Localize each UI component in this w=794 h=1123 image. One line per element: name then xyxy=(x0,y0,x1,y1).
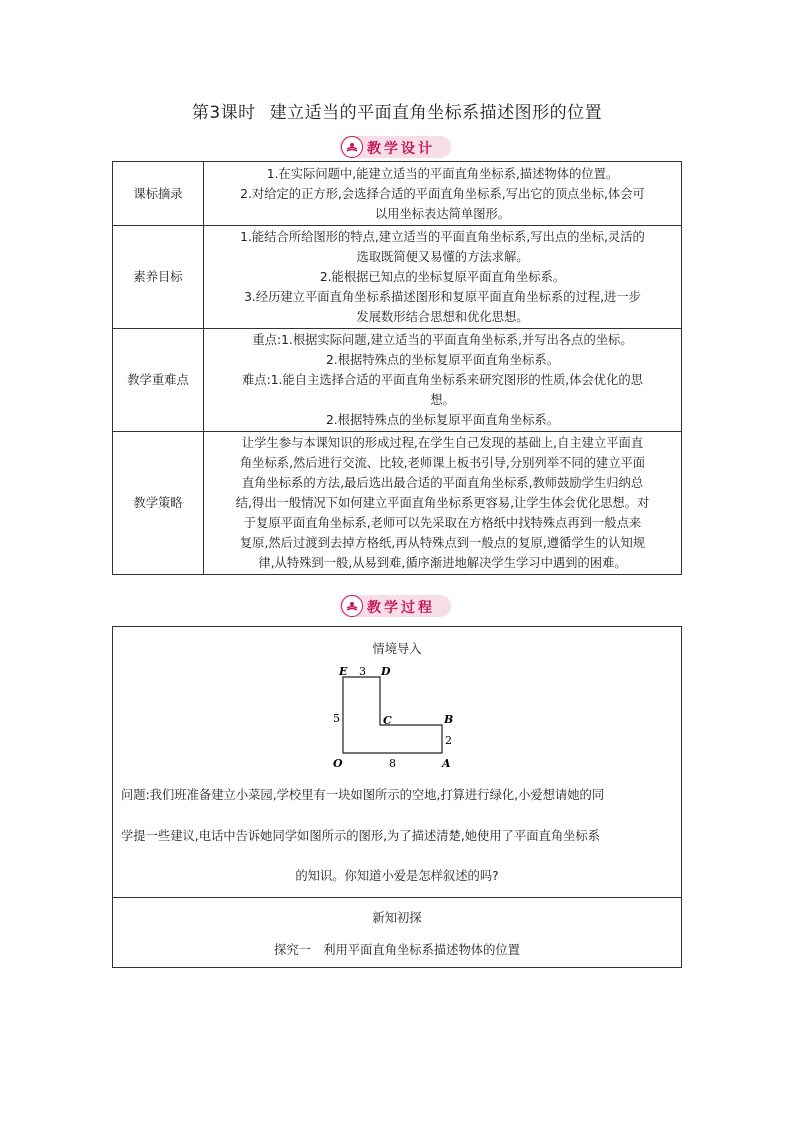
question-line: 的知识。你知道小爱是怎样叙述的吗? xyxy=(295,869,499,883)
process-box xyxy=(112,626,682,968)
section-badge-design xyxy=(339,136,451,158)
content-line: 1.能结合所给图形的特点,建立适当的平面直角坐标系,写出点的坐标,灵活的 xyxy=(240,230,645,244)
section-badge-label: 教学过程 xyxy=(367,600,435,616)
content-line: 律,从特殊到一般,从易到难,循序渐进地解决学生学习中遇到的困难。 xyxy=(258,556,627,570)
content-line: 难点:1.能自主选择合适的平面直角坐标系来研究图形的性质,体会优化的思 xyxy=(242,373,643,387)
l-shape-outline xyxy=(343,677,442,753)
content-line: 1.在实际问题中,能建立适当的平面直角坐标系,描述物体的位置。 xyxy=(266,166,619,181)
design-table xyxy=(112,161,682,575)
length-label-OE: 5 xyxy=(333,712,340,725)
table-row xyxy=(113,162,682,226)
point-label-O: O xyxy=(333,757,343,770)
row-content xyxy=(204,432,682,575)
content-line: 重点:1.根据实际问题,建立适当的平面直角坐标系,并写出各点的坐标。 xyxy=(252,333,633,347)
content-line: 角坐标系,然后进行交流、比较,老师课上板书引导,分别列举不同的建立平面 xyxy=(239,456,646,470)
row-header: 素养目标 xyxy=(113,226,204,329)
lesson-number: 第3课时 xyxy=(191,103,256,123)
length-label-OA: 8 xyxy=(389,757,396,770)
table-row xyxy=(113,432,682,575)
length-label-AB: 2 xyxy=(445,734,452,747)
new-heading: 新知初探 xyxy=(372,911,422,925)
content-line: 以用坐标表达简单图形。 xyxy=(374,206,511,221)
row-content xyxy=(204,329,682,432)
length-label-ED: 3 xyxy=(359,667,366,678)
table-row xyxy=(113,226,682,329)
l-shape-figure xyxy=(331,667,471,777)
content-line: 2.能根据已知点的坐标复原平面直角坐标系。 xyxy=(319,270,566,284)
content-line: 结,得出一般情况下如何建立平面直角坐标系更容易,让学生体会优化思想。对 xyxy=(235,496,650,510)
explore-heading: 探究一 利用平面直角坐标系描述物体的位置 xyxy=(274,943,520,957)
question-line: 学提一些建议,电话中告诉她同学如图所示的图形,为了描述清楚,她使用了平面直角坐标系 xyxy=(121,829,601,843)
point-label-E: E xyxy=(339,667,348,678)
intro-heading: 情境导入 xyxy=(372,642,422,656)
row-header: 课标摘录 xyxy=(113,162,204,226)
page-title xyxy=(0,98,794,123)
question-line: 问题:我们班准备建立小菜园,学校里有一块如图所示的空地,打算进行绿化,小爱想请她的同 xyxy=(121,788,605,802)
content-line: 3.经历建立平面直角坐标系描述图形和复原平面直角坐标系的过程,进一步 xyxy=(244,290,641,304)
content-line: 想。 xyxy=(430,393,455,407)
content-line: 选取既简便又易懂的方法求解。 xyxy=(356,250,529,264)
book-icon xyxy=(341,595,363,617)
row-content xyxy=(204,162,682,226)
content-line: 2.对给定的正方形,会选择合适的平面直角坐标系,写出它的顶点坐标,体会可 xyxy=(240,186,645,201)
section-badge-label: 教学设计 xyxy=(367,141,435,157)
book-icon xyxy=(341,136,363,158)
content-line: 2.根据特殊点的坐标复原平面直角坐标系。 xyxy=(325,353,560,367)
row-header: 教学策略 xyxy=(113,432,204,575)
point-label-C: C xyxy=(383,714,392,727)
section-badge-process xyxy=(339,595,451,617)
row-content xyxy=(204,226,682,329)
point-label-D: D xyxy=(381,667,391,678)
content-line: 2.根据特殊点的坐标复原平面直角坐标系。 xyxy=(325,413,560,427)
row-header: 教学重难点 xyxy=(113,329,204,432)
content-line: 于复原平面直角坐标系,老师可以先采取在方格纸中找特殊点再到一般点来 xyxy=(243,516,642,530)
content-line: 发展数形结合思想和优化思想。 xyxy=(356,310,529,324)
content-line: 复原,然后过渡到去掉方格纸,再从特殊点到一般点的复原,遵循学生的认知规 xyxy=(239,536,646,550)
content-line: 让学生参与本课知识的形成过程,在学生自己发现的基础上,自主建立平面直 xyxy=(241,436,644,450)
section-divider xyxy=(113,897,681,898)
lesson-topic: 建立适当的平面直角坐标系描述图形的位置 xyxy=(269,103,603,123)
table-row xyxy=(113,329,682,432)
point-label-B: B xyxy=(444,713,454,726)
content-line: 直角坐标系的方法,最后选出最合适的平面直角坐标系,教师鼓励学生归纳总 xyxy=(241,476,644,490)
point-label-A: A xyxy=(442,757,451,770)
